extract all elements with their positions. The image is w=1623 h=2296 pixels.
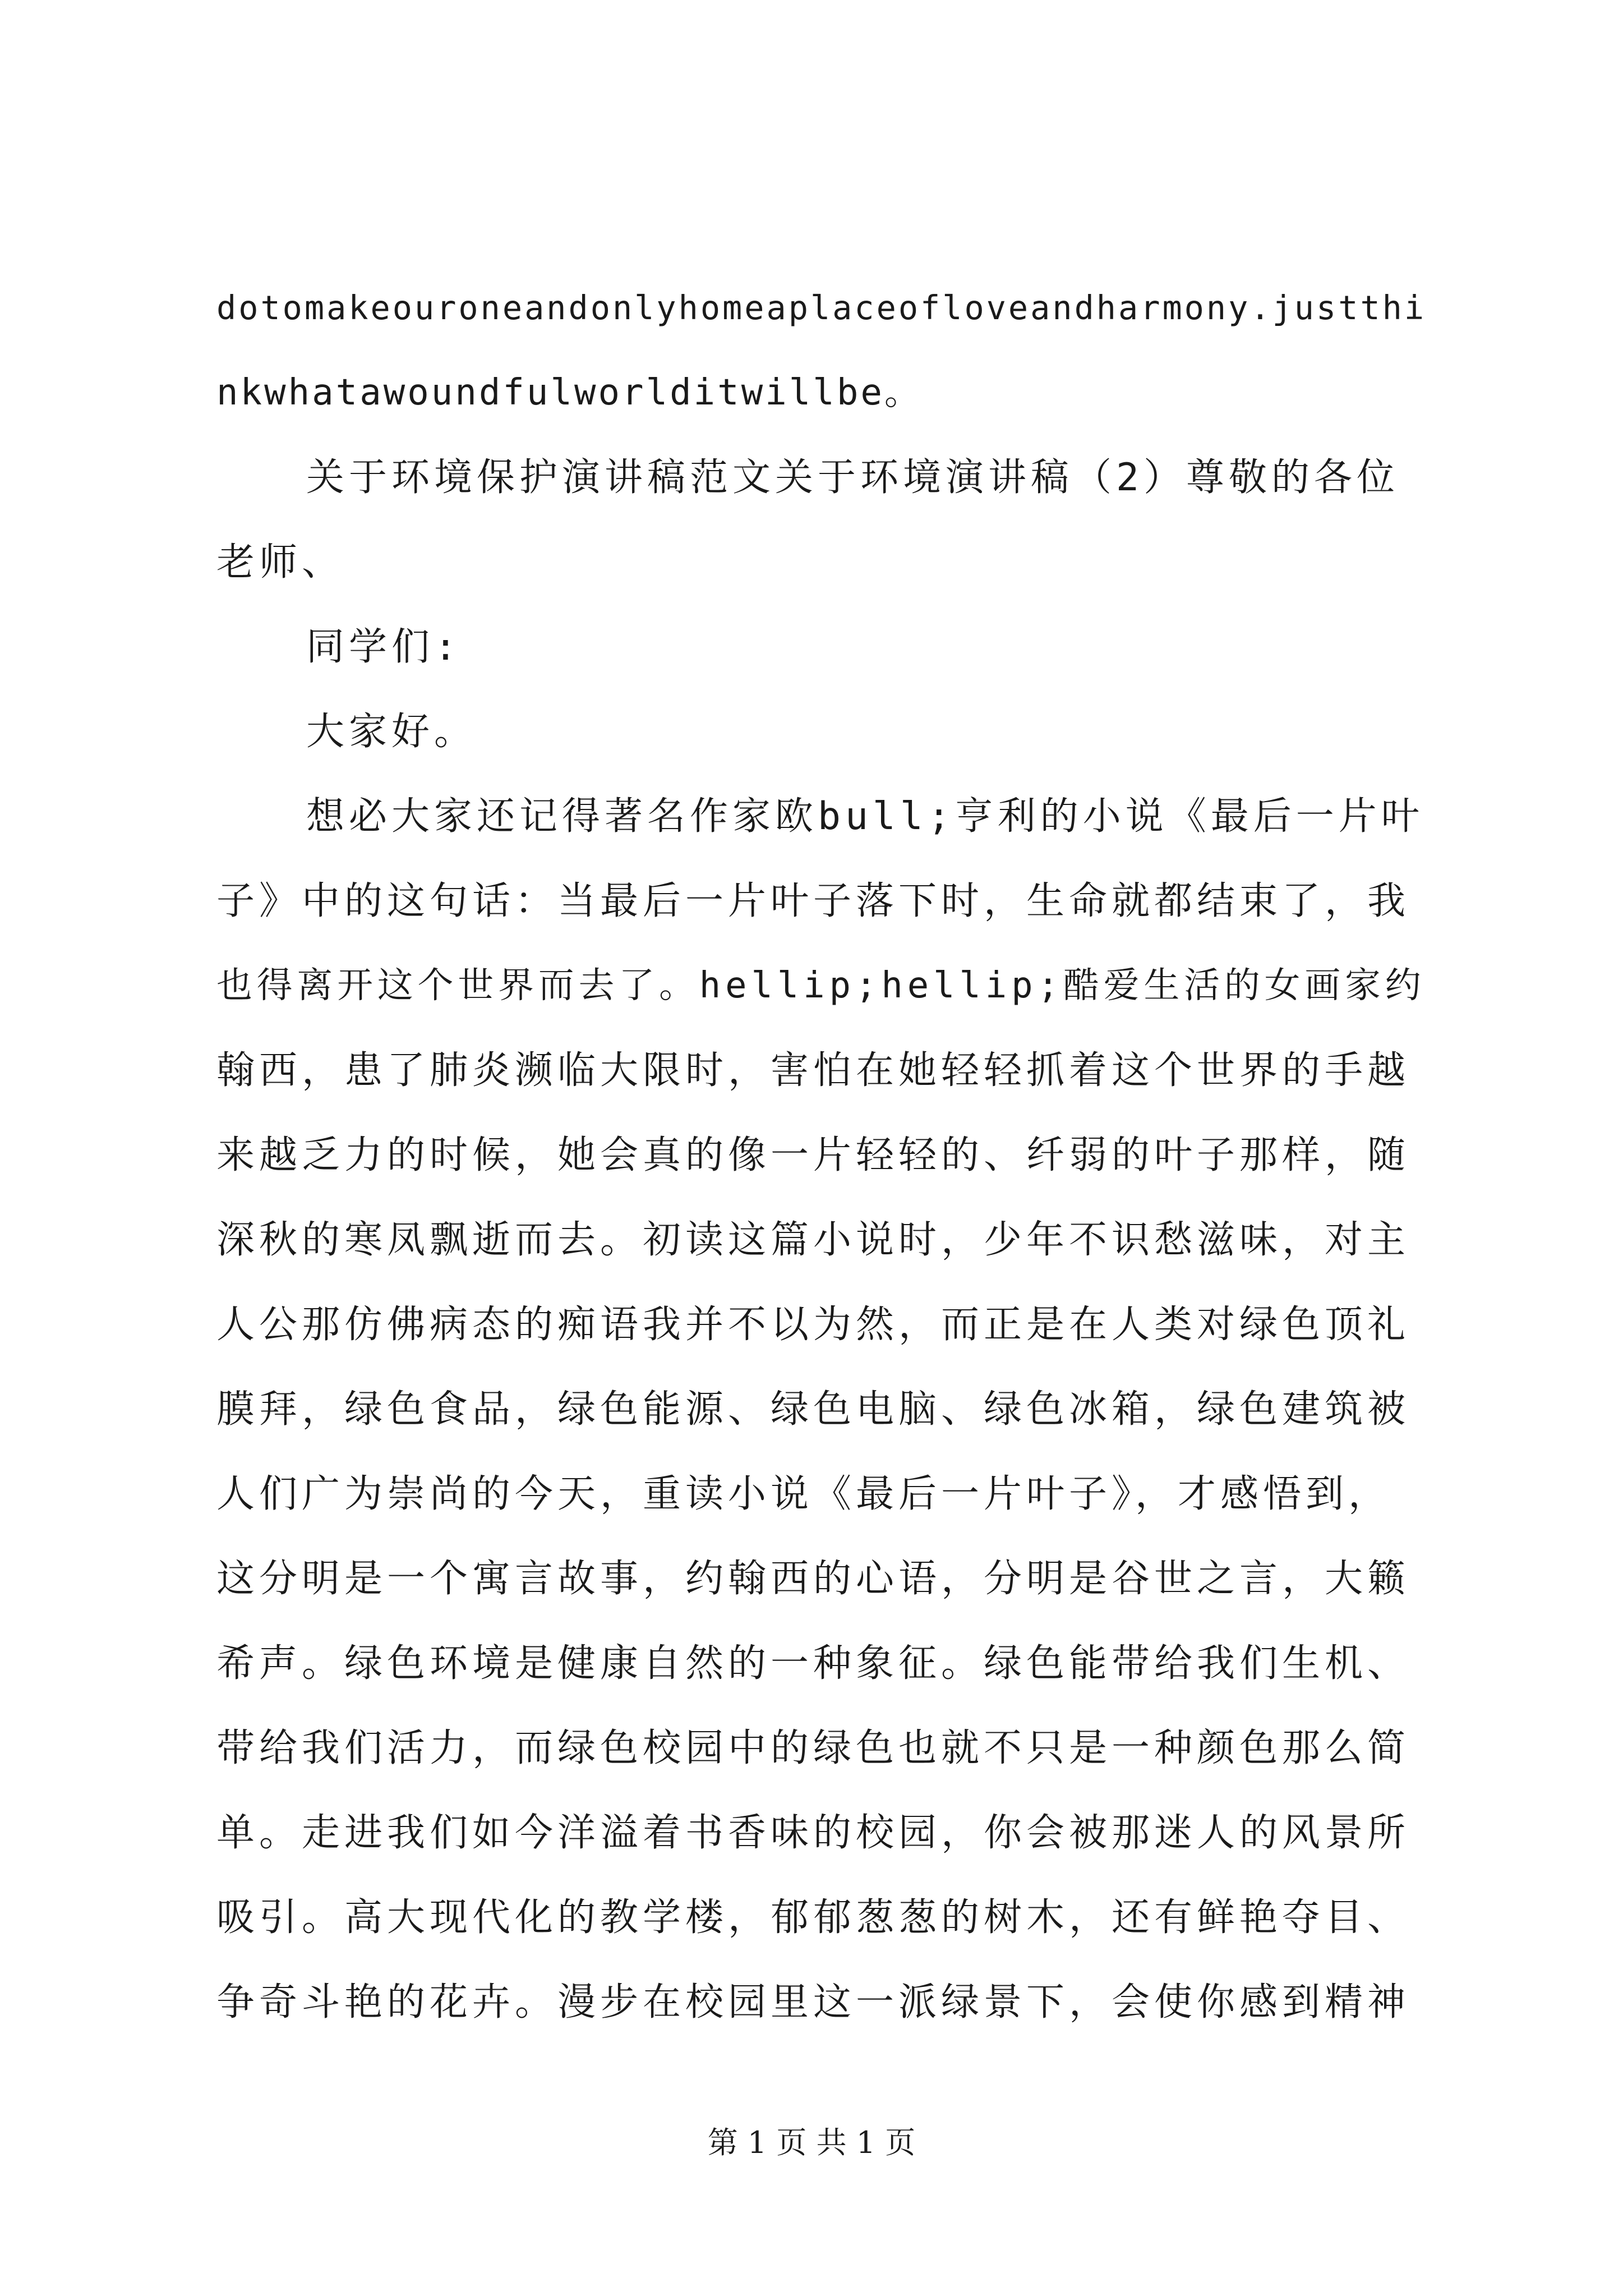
- text-line: 同学们:: [306, 625, 462, 669]
- text-line: 大家好。: [306, 710, 477, 754]
- text-line: 子》中的这句话：当最后一片叶子落下时，生命就都结束了，我: [216, 879, 1410, 923]
- text-line: 老师、: [216, 540, 345, 585]
- text-line: nkwhatawoundfulworlditwillbe。: [216, 372, 923, 413]
- document-body: [216, 266, 1428, 2045]
- text-line: 来越乏力的时候，她会真的像一片轻轻的、纤弱的叶子那样，随: [216, 1133, 1410, 1177]
- text-line: 关于环境保护演讲稿范文关于环境演讲稿（2）尊敬的各位: [306, 455, 1399, 500]
- page-footer: 第 1 页 共 1 页: [707, 2125, 916, 2160]
- text-line: 单。走进我们如今洋溢着书香味的校园，你会被那迷人的风景所: [216, 1811, 1410, 1855]
- text-line: 也得离开这个世界而去了。hellip;hellip;酷爱生活的女画家约: [216, 965, 1426, 1006]
- text-line: 翰西，患了肺炎濒临大限时，害怕在她轻轻抓着这个世界的手越: [216, 1048, 1410, 1093]
- text-line: 争奇斗艳的花卉。漫步在校园里这一派绿景下，会使你感到精神: [216, 1980, 1410, 2024]
- text-line: 带给我们活力，而绿色校园中的绿色也就不只是一种颜色那么简: [216, 1726, 1410, 1770]
- text-line: dotomakeouroneandonlyhomeaplaceofloveandharmony.justthi: [216, 289, 1427, 327]
- text-line: 吸引。高大现代化的教学楼，郁郁葱葱的树木，还有鲜艳夺目、: [216, 1895, 1410, 1940]
- text-line: 人公那仿佛病态的痴语我并不以为然，而正是在人类对绿色顶礼: [216, 1303, 1410, 1347]
- text-line: 深秋的寒凤飘逝而去。初读这篇小说时，少年不识愁滋味，对主: [216, 1218, 1410, 1262]
- text-line: 人们广为崇尚的今天，重读小说《最后一片叶子》，才感悟到，: [216, 1472, 1391, 1516]
- text-line: 这分明是一个寓言故事，约翰西的心语，分明是谷世之言，大籁: [216, 1557, 1410, 1601]
- text-line: 希声。绿色环境是健康自然的一种象征。绿色能带给我们生机、: [216, 1641, 1410, 1686]
- text-line: 想必大家还记得著名作家欧bull;亨利的小说《最后一片叶: [306, 794, 1424, 839]
- text-line: 膜拜，绿色食品，绿色能源、绿色电脑、绿色冰箱，绿色建筑被: [216, 1387, 1410, 1432]
